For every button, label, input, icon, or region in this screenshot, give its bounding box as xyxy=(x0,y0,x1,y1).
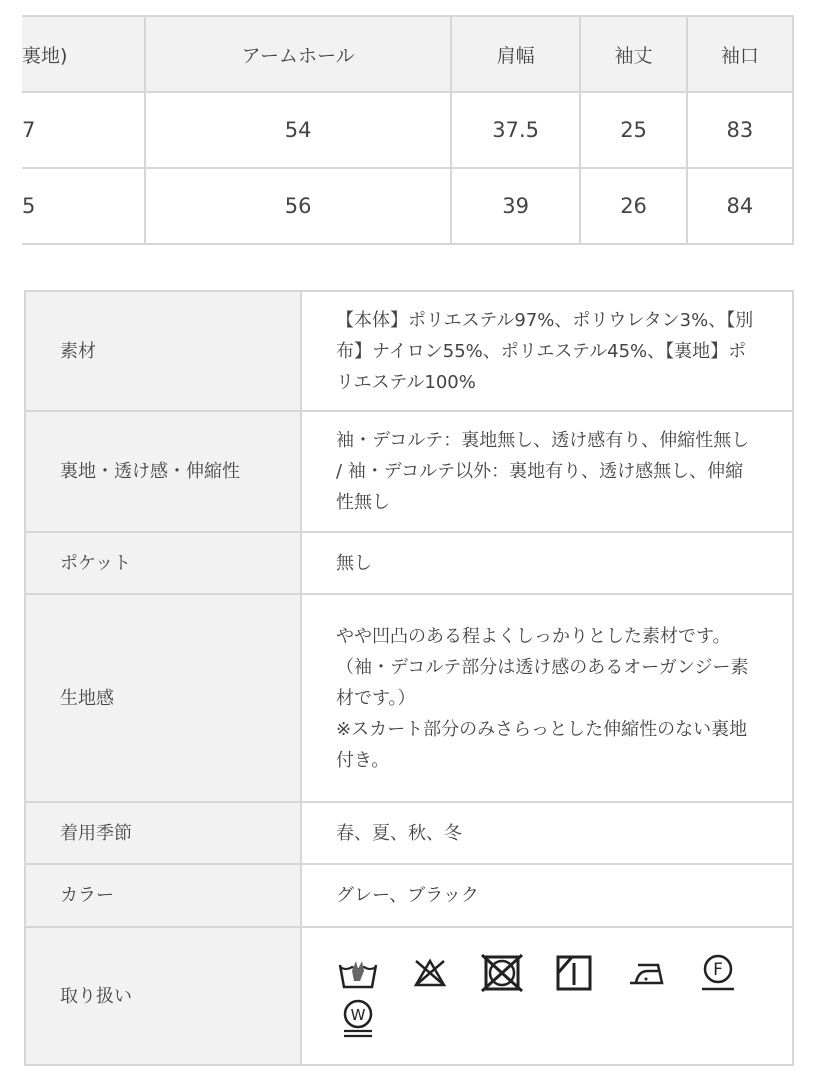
care-icons xyxy=(301,927,793,1065)
header-cell: 袖口 xyxy=(687,16,793,92)
no-bleach-icon xyxy=(408,953,452,993)
cell: 7 xyxy=(22,92,145,168)
size-table xyxy=(22,15,794,245)
cell: 84 xyxy=(687,168,793,244)
no-tumble-dry-icon xyxy=(480,953,524,993)
low-iron-icon xyxy=(624,953,668,993)
spec-row-material xyxy=(25,291,793,411)
cell: 54 xyxy=(145,92,451,168)
header-cell: 袖丈 xyxy=(580,16,686,92)
table-row xyxy=(22,168,793,244)
cell: 25 xyxy=(580,92,686,168)
spec-value: 【本体】ポリエステル97%、ポリウレタン3%、【別布】ナイロン55%、ポリエステル45%、【裏地】ポリエステル100% xyxy=(301,291,793,411)
spec-label: 素材 xyxy=(25,291,301,411)
cell: 5 xyxy=(22,168,145,244)
cell: 39 xyxy=(451,168,581,244)
spec-value: 春、夏、秋、冬 xyxy=(301,802,793,864)
hand-wash-icon xyxy=(336,953,380,993)
header-cell: 肩幅 xyxy=(451,16,581,92)
spec-value: グレー、ブラック xyxy=(301,864,793,927)
wet-clean-w-icon xyxy=(336,999,380,1039)
header-cell: 裏地) xyxy=(22,16,145,92)
spec-row-pocket xyxy=(25,532,793,594)
spec-label: 着用季節 xyxy=(25,802,301,864)
spec-label: 取り扱い xyxy=(25,927,301,1065)
header-cell: アームホール xyxy=(145,16,451,92)
dry-clean-f-icon xyxy=(696,953,740,993)
spec-row-care xyxy=(25,927,793,1065)
spec-value: やや凹凸のある程よくしっかりとした素材です。 （袖・デコルテ部分は透け感のあるオーガンジー素材です。） ※スカート部分のみさらっとした伸縮性のない裏地付き。 xyxy=(301,594,793,802)
cell: 83 xyxy=(687,92,793,168)
svg-text:F: F xyxy=(713,960,723,980)
cell: 26 xyxy=(580,168,686,244)
size-table-header xyxy=(22,16,793,92)
drip-dry-shade-icon xyxy=(552,953,596,993)
cell: 37.5 xyxy=(451,92,581,168)
spec-label: 生地感 xyxy=(25,594,301,802)
spec-row-lining xyxy=(25,411,793,532)
cell: 56 xyxy=(145,168,451,244)
spec-row-season xyxy=(25,802,793,864)
spec-label: ポケット xyxy=(25,532,301,594)
table-row xyxy=(22,92,793,168)
svg-text:W: W xyxy=(350,1006,366,1024)
spec-row-texture xyxy=(25,594,793,802)
spec-label: カラー xyxy=(25,864,301,927)
spec-table xyxy=(24,290,794,1066)
spec-row-color xyxy=(25,864,793,927)
spec-value: 無し xyxy=(301,532,793,594)
spec-value: 袖・デコルテ：裏地無し、透け感有り、伸縮性無し / 袖・デコルテ以外：裏地有り、透け感無し、伸縮性無し xyxy=(301,411,793,532)
spec-label: 裏地・透け感・伸縮性 xyxy=(25,411,301,532)
